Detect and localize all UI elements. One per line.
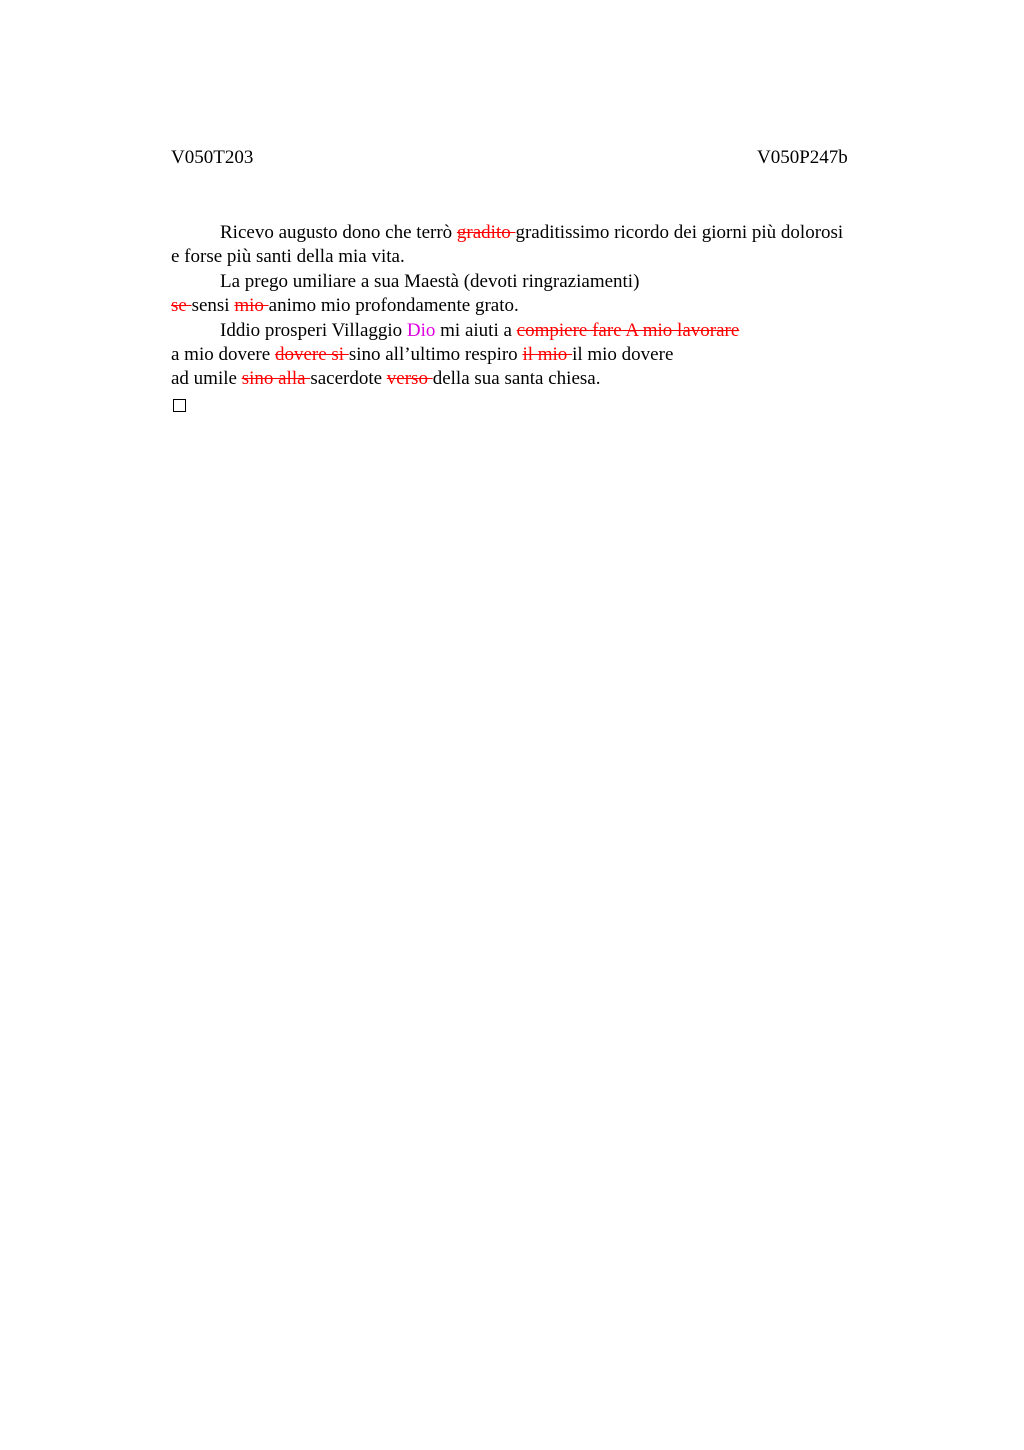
text-segment: della sua santa chiesa.: [432, 368, 601, 390]
text-line: [171, 343, 911, 367]
text-segment: Ricevo augusto dono che terrò: [220, 222, 457, 243]
deleted-text: dovere si: [274, 344, 349, 366]
text-segment: ad umile: [171, 368, 242, 390]
text-segment: La prego umiliare a sua Maestà (devoti ringraziamenti): [220, 270, 640, 292]
text-segment: Iddio prosperi Villaggio: [220, 319, 407, 341]
text-segment: sacerdote: [310, 368, 387, 390]
text-line: [171, 270, 911, 294]
deleted-text: sino alla: [241, 368, 311, 390]
text-segment: il mio dovere: [572, 344, 674, 366]
text-line: [171, 367, 911, 391]
end-of-text-box-icon: [173, 399, 186, 412]
text-line: [171, 319, 911, 343]
inserted-text: Dio: [406, 319, 436, 341]
text-segment: mi aiuti a: [435, 319, 517, 341]
text-segment: a mio dovere: [171, 344, 275, 366]
transcription-body: [171, 221, 911, 419]
deleted-text: il mio: [522, 344, 573, 366]
deleted-text: gradito: [456, 222, 516, 243]
deleted-text: verso: [386, 368, 433, 390]
text-segment: animo mio profondamente grato.: [268, 295, 519, 317]
deleted-text: mio: [234, 295, 269, 317]
document-id-right: V050P247b: [757, 147, 848, 168]
text-line: [171, 294, 911, 318]
text-line: [171, 245, 911, 269]
document-id-left: V050T203: [171, 147, 254, 168]
text-segment: sensi: [191, 295, 235, 317]
deleted-text: compiere fare A mio lavorare: [516, 319, 740, 341]
text-segment: sino all’ultimo respiro: [348, 344, 523, 366]
deleted-text: se: [171, 295, 192, 317]
end-marker-line: [171, 392, 911, 419]
text-segment: graditissimo ricordo dei giorni più dolorosi: [515, 222, 844, 243]
text-segment: e forse più santi della mia vita.: [171, 246, 405, 268]
text-line: [171, 221, 911, 245]
